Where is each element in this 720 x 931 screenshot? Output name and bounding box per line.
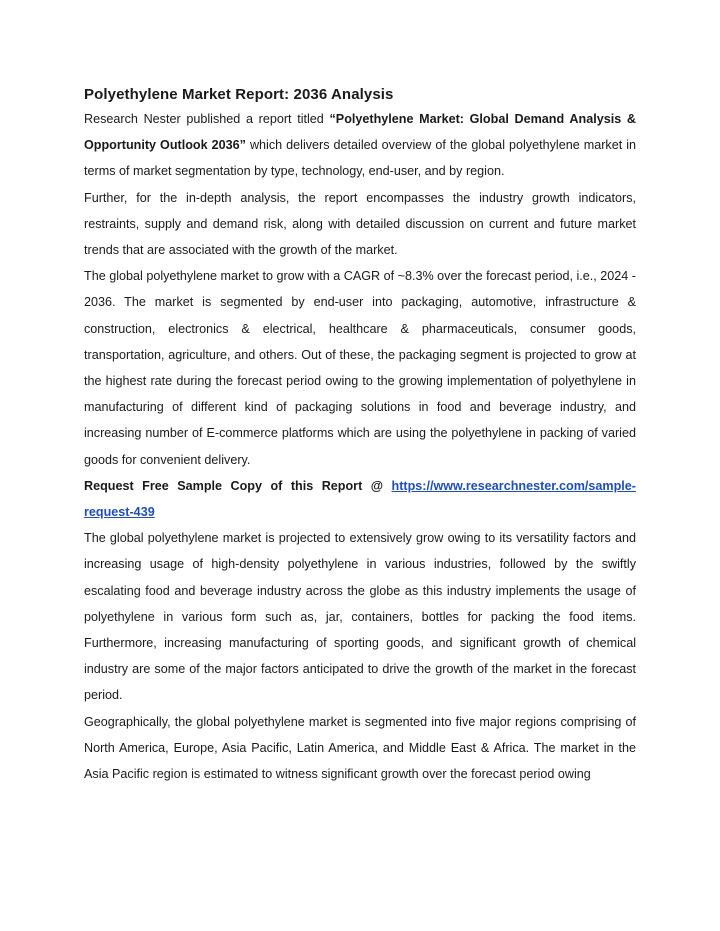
sample-request-link[interactable]: https://www.researchnester.com/sample-request-439 <box>84 478 636 520</box>
intro-paragraph <box>84 106 636 185</box>
intro-text-start: Research Nester published a report titled <box>84 112 330 126</box>
regions-paragraph: Geographically, the global polyethylene market is segmented into five major regions comprising of North America, Europe, Asia Pacific, Latin America, and Middle East & Africa. The market in the Asia Pacific region is estimated to witness significant growth over the forecast period owing <box>84 714 636 782</box>
sample-request-line <box>84 473 636 525</box>
report-title-bold: “Polyethylene Market: Global Demand Analysis & Opportunity Outlook 2036” <box>84 112 636 153</box>
intro-text-end: which delivers detailed overview of the global polyethylene market in terms of market segmentation by type, technology, end-user, and by region. <box>84 138 636 179</box>
cagr-paragraph: The global polyethylene market to grow with a CAGR of ~8.3% over the forecast period, i.e., 2024 - 2036. The market is segmented by end-user into packaging, automotive, infrastructure & construction, electronics & electrical, healthcare & pharmaceuticals, consumer goods, transportation, agriculture, and others. Out of these, the packaging segment is projected to grow at the highest rate during the forecast period owing to the growing implementation of polyethylene in manufacturing of different kind of packaging solutions in food and beverage industry, and increasing number of E-commerce platforms which are using the polyethylene in packing of varied goods for convenient delivery. <box>84 269 636 467</box>
growth-factors-paragraph: The global polyethylene market is projected to extensively grow owing to its versatility factors and increasing usage of high-density polyethylene in various industries, followed by the swiftly escalating food and beverage industry across the globe as this industry implements the usage of polyethylene in various form such as, jar, containers, bottles for packing the food items. Furthermore, increasing manufacturing of sporting goods, and significant growth of chemical industry are some of the major factors anticipated to drive the growth of the market in the forecast period. <box>84 531 636 703</box>
document-title: Polyethylene Market Report: 2036 Analysis <box>84 86 394 103</box>
analysis-paragraph: Further, for the in-depth analysis, the report encompasses the industry growth indicators, restraints, supply and demand risk, along with detailed discussion on current and future market trends that are associated with the growth of the market. <box>84 190 636 258</box>
sample-request-label: Request Free Sample Copy of this Report @ <box>84 478 392 493</box>
